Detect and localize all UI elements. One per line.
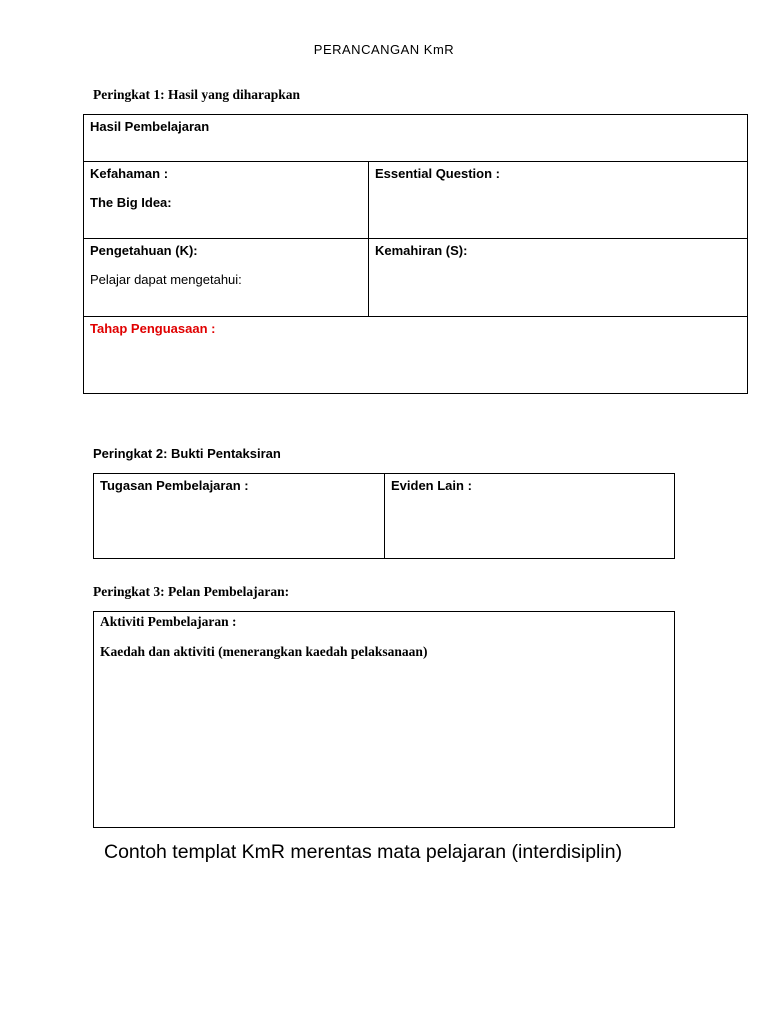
aktiviti-cell[interactable] bbox=[94, 612, 675, 828]
tahap-penguasaan-label: Tahap Penguasaan : bbox=[90, 321, 216, 336]
big-idea-label: The Big Idea: bbox=[90, 195, 172, 210]
stage1-heading: Peringkat 1: Hasil yang diharapkan bbox=[93, 87, 301, 102]
eviden-label: Eviden Lain : bbox=[391, 478, 472, 493]
stage1-table bbox=[83, 114, 748, 394]
page-title: PERANCANGAN KmR bbox=[313, 42, 455, 57]
hasil-pembelajaran-cell[interactable] bbox=[84, 115, 748, 162]
pengetahuan-cell[interactable] bbox=[84, 239, 369, 317]
kemahiran-cell[interactable] bbox=[369, 239, 748, 317]
kefahaman-label: Kefahaman : bbox=[90, 166, 169, 181]
stage3-heading: Peringkat 3: Pelan Pembelajaran: bbox=[93, 584, 290, 599]
hasil-pembelajaran-label: Hasil Pembelajaran bbox=[90, 119, 210, 134]
stage2-heading: Peringkat 2: Bukti Pentaksiran bbox=[93, 446, 281, 461]
tahap-penguasaan-cell[interactable] bbox=[84, 317, 748, 394]
kefahaman-cell[interactable] bbox=[84, 162, 369, 239]
tugasan-label: Tugasan Pembelajaran : bbox=[100, 478, 249, 493]
essential-question-label: Essential Question : bbox=[375, 166, 500, 181]
eviden-cell[interactable] bbox=[385, 474, 675, 559]
essential-question-cell[interactable] bbox=[369, 162, 748, 239]
kaedah-text: Kaedah dan aktiviti (menerangkan kaedah pelaksanaan) bbox=[100, 644, 428, 659]
stage3-table bbox=[93, 611, 675, 828]
caption: Contoh templat KmR merentas mata pelajaran (interdisiplin) bbox=[104, 841, 623, 863]
aktiviti-label: Aktiviti Pembelajaran : bbox=[100, 614, 237, 629]
pelajar-text: Pelajar dapat mengetahui: bbox=[90, 272, 242, 287]
tugasan-cell[interactable] bbox=[94, 474, 385, 559]
kemahiran-label: Kemahiran (S): bbox=[375, 243, 468, 258]
pengetahuan-label: Pengetahuan (K): bbox=[90, 243, 198, 258]
stage2-table bbox=[93, 473, 675, 559]
